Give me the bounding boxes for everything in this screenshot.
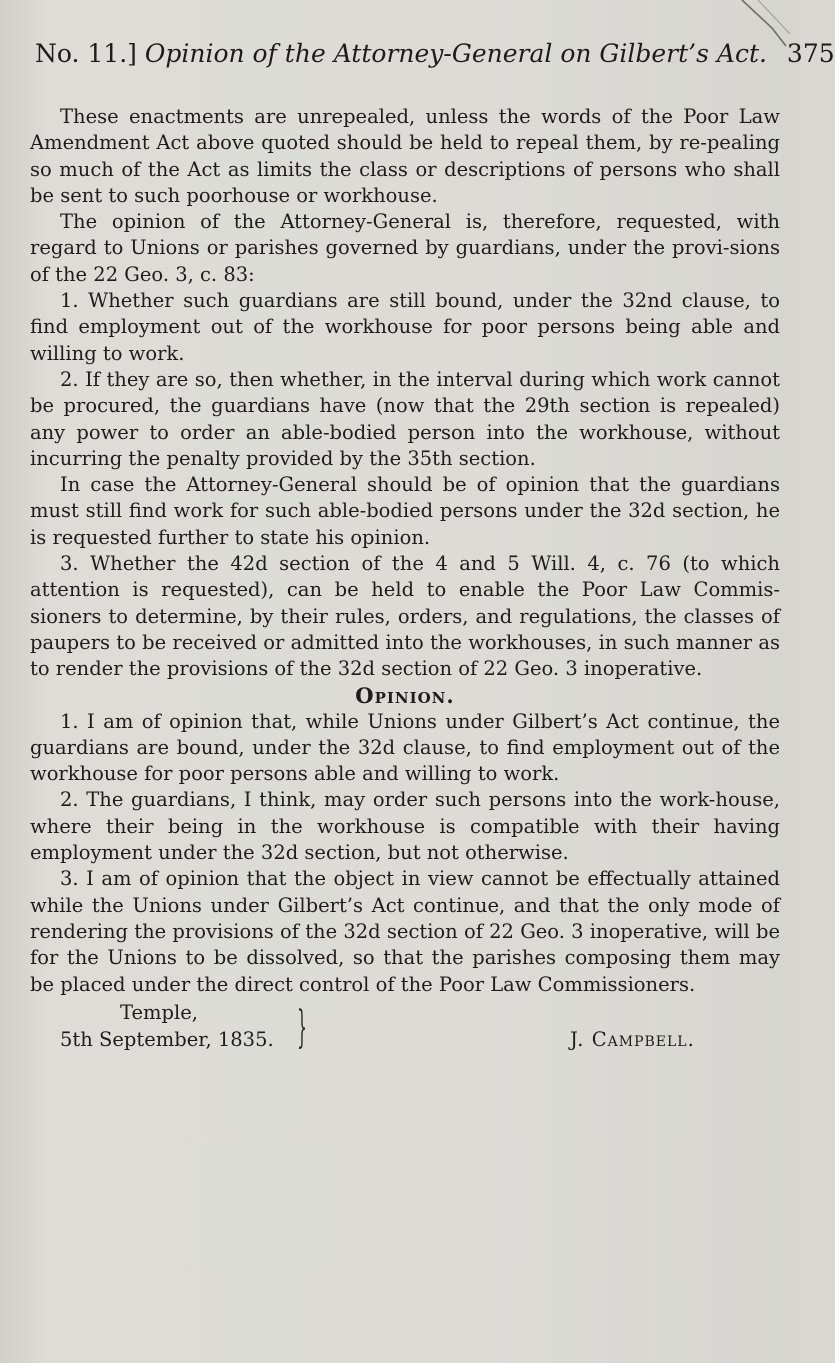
- paragraph: These enactments are unrepealed, unless the words of the Poor Law Amendment Act above quoted should be held to repeal them, by re-pealing so much of the Act as limits the class or descriptions of persons who shall be sent to such poorhouse or workhouse.: [30, 105, 780, 207]
- paragraph: 2. If they are so, then whether, in the interval during which work cannot be procured, the guardians have (now that the 29th section is repealed) any power to order an able-bodied person into the workhouse, without incurring the penalty provided by the 35th section.: [30, 367, 780, 470]
- running-header: [35, 38, 835, 70]
- opinion-paragraph: 3. I am of opinion that the object in view cannot be effectually attained while the Unions under Gilbert’s Act continue, and that the only mode of rendering the provisions of the 32d section of 22 Geo. 3 inoperative, will be for the Unions to be dissolved, so that the parishes composing them may be placed under the direct control of the Poor Law Commissioners.: [30, 867, 780, 996]
- body-text: [30, 104, 780, 1056]
- paragraph: The opinion of the Attorney-General is, therefore, requested, with regard to Unions or parishes governed by guardians, under the provi-sions of the 22 Geo. 3, c. 83:: [30, 210, 780, 286]
- signoff-block: [30, 1000, 780, 1056]
- signoff-date: 5th September, 1835.: [60, 1027, 274, 1051]
- signer-name: J. Campbell.: [570, 1027, 695, 1051]
- paragraph: In case the Attorney-General should be of opinion that the guardians must still find work for such able-bodied persons under the 32d section, he is requested further to state his opinion.: [30, 473, 780, 549]
- page-number: 375: [786, 39, 835, 68]
- paragraph: 1. Whether such guardians are still bound, under the 32nd clause, to find employment out of the workhouse for poor persons being able and willing to work.: [30, 289, 780, 365]
- signoff-place: Temple,: [120, 1000, 198, 1024]
- paragraph: 3. Whether the 42d section of the 4 and 5 Will. 4, c. 76 (to which attention is requested), can be held to enable the Poor Law Commis-sioners to determine, by their rules, orders, and regulations, the classes of paupers to be received or admitted into the workhouses, in such manner as to render the provisions of the 32d section of 22 Geo. 3 inoperative.: [30, 552, 780, 681]
- opinion-heading: Opinion.: [355, 682, 455, 708]
- opinion-paragraph: 1. I am of opinion that, while Unions under Gilbert’s Act continue, the guardians are bound, under the 32d clause, to find employment out of the workhouse for poor persons able and willing to work.: [30, 709, 780, 786]
- header-title: Opinion of the Attorney-General on Gilbert’s Act.: [144, 39, 767, 68]
- right-brace-icon: }: [297, 1001, 307, 1053]
- section-number: No. 11.]: [35, 39, 137, 68]
- opinion-paragraph: 2. The guardians, I think, may order such persons into the work-house, where their being in the workhouse is compatible with their having employment under the 32d section, but not otherwise.: [30, 788, 780, 865]
